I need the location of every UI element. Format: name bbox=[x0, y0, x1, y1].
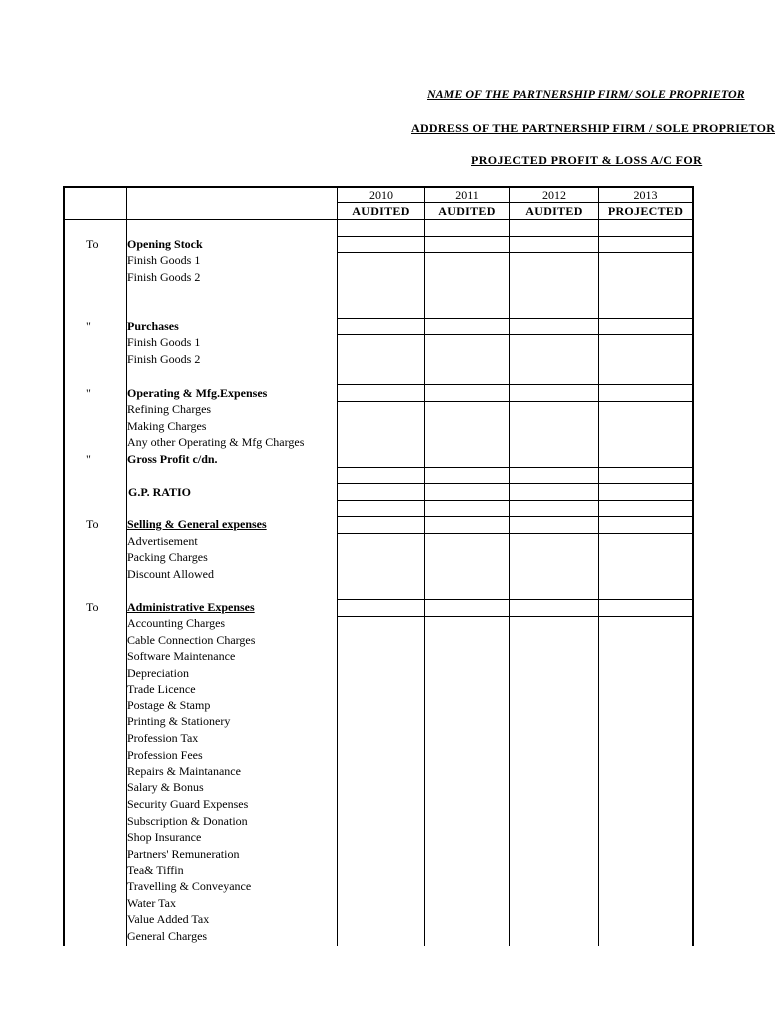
list-item: Profession Tax bbox=[127, 731, 199, 745]
prefix-to: To bbox=[86, 600, 99, 614]
year-2013: 2013 bbox=[633, 188, 658, 202]
list-item: Depreciation bbox=[127, 666, 189, 680]
opening-stock-title: Opening Stock bbox=[127, 237, 203, 251]
list-item: Refining Charges bbox=[127, 402, 212, 416]
list-item: Subscription & Donation bbox=[127, 814, 248, 828]
list-item: Shop Insurance bbox=[127, 830, 202, 844]
list-item: Water Tax bbox=[127, 896, 176, 910]
list-item: Repairs & Maintanance bbox=[127, 764, 241, 778]
list-item: Security Guard Expenses bbox=[127, 797, 249, 811]
list-item: Printing & Stationery bbox=[127, 714, 231, 728]
list-item: Finish Goods 1 bbox=[127, 253, 201, 267]
firm-address-heading: ADDRESS OF THE PARTNERSHIP FIRM / SOLE PROPRIETOR bbox=[411, 121, 775, 135]
admin-title: Administrative Expenses bbox=[127, 600, 255, 614]
list-item: Value Added Tax bbox=[127, 912, 210, 926]
list-item: Advertisement bbox=[127, 534, 198, 548]
firm-name-heading: NAME OF THE PARTNERSHIP FIRM/ SOLE PROPRIETOR bbox=[427, 87, 745, 101]
list-item: Partners' Remuneration bbox=[127, 847, 240, 861]
list-item: Accounting Charges bbox=[127, 616, 226, 630]
list-item: Finish Goods 2 bbox=[127, 352, 201, 366]
gp-ratio-title: G.P. RATIO bbox=[128, 485, 192, 499]
list-item: Packing Charges bbox=[127, 550, 208, 564]
year-2011: 2011 bbox=[455, 188, 479, 202]
prefix-ditto: " bbox=[86, 386, 91, 400]
list-item: General Charges bbox=[127, 929, 208, 943]
list-item: Finish Goods 1 bbox=[127, 335, 201, 349]
gross-profit-title: Gross Profit c/dn. bbox=[127, 452, 218, 466]
list-item: Trade Licence bbox=[127, 682, 196, 696]
prefix-to: To bbox=[86, 517, 99, 531]
prefix-to: To bbox=[86, 237, 99, 251]
selling-title: Selling & General expenses bbox=[127, 517, 267, 531]
purchases-title: Purchases bbox=[127, 319, 179, 333]
list-item: Making Charges bbox=[127, 419, 207, 433]
status-2012: AUDITED bbox=[525, 204, 583, 218]
list-item: Software Maintenance bbox=[127, 649, 236, 663]
year-2012: 2012 bbox=[542, 188, 566, 202]
prefix-ditto: " bbox=[86, 319, 91, 333]
list-item: Profession Fees bbox=[127, 748, 203, 762]
list-item: Any other Operating & Mfg Charges bbox=[127, 435, 305, 449]
list-item: Travelling & Conveyance bbox=[127, 879, 252, 893]
status-2010: AUDITED bbox=[352, 204, 410, 218]
list-item: Cable Connection Charges bbox=[127, 633, 256, 647]
list-item: Salary & Bonus bbox=[127, 780, 204, 794]
list-item: Finish Goods 2 bbox=[127, 270, 201, 284]
status-2013: PROJECTED bbox=[607, 204, 684, 218]
operating-title: Operating & Mfg.Expenses bbox=[127, 386, 268, 400]
list-item: Discount Allowed bbox=[127, 567, 214, 581]
report-title-heading: PROJECTED PROFIT & LOSS A/C FOR bbox=[471, 153, 703, 167]
status-2011: AUDITED bbox=[438, 204, 496, 218]
list-item: Tea& Tiffin bbox=[127, 863, 184, 877]
prefix-ditto: " bbox=[86, 452, 91, 466]
list-item: Postage & Stamp bbox=[127, 698, 211, 712]
year-2010: 2010 bbox=[369, 188, 393, 202]
